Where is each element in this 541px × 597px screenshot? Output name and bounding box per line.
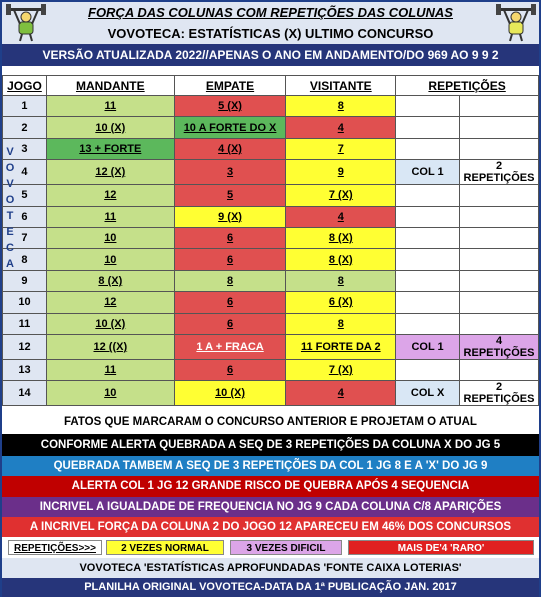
repeticao-count-cell [460, 270, 539, 291]
mandante-cell: 13 + FORTE [46, 138, 174, 159]
version-banner: VERSÃO ATUALIZADA 2022//APENAS O ANO EM ANDAMENTO/DO 969 AO 9 9 2 [2, 44, 539, 66]
table-row [3, 334, 539, 359]
repeticao-count-cell [460, 117, 539, 138]
repeticao-count-cell [460, 359, 539, 380]
repeticao-col-cell [396, 313, 460, 334]
stats-table [2, 75, 539, 406]
table-row [3, 160, 539, 185]
table-row [3, 117, 539, 138]
repeticao-count-cell: 4 REPETIÇÕES [460, 334, 539, 359]
visitante-cell: 8 [286, 270, 396, 291]
table-row [3, 381, 539, 406]
jogo-cell: 11 [3, 313, 47, 334]
repeticao-col-cell [396, 206, 460, 227]
jogo-cell: 5 [3, 185, 47, 206]
visitante-cell: 7 [286, 138, 396, 159]
table-row [3, 313, 539, 334]
note-alert-4: INCRIVEL A IGUALDADE DE FREQUENCIA NO JG 9 CADA COLUNA C/8 APARIÇÕES [2, 497, 539, 517]
table-row [3, 292, 539, 313]
repeticao-col-cell: COL X [396, 381, 460, 406]
visitante-cell: 4 [286, 117, 396, 138]
jogo-cell: 8 [3, 249, 47, 270]
weightlifter-icon [496, 4, 536, 42]
col-header-mandante: MANDANTE [46, 76, 174, 96]
note-alert-2: QUEBRADA TAMBEM A SEQ DE 3 REPETIÇÕES DA COL 1 JG 8 E A 'X' DO JG 9 [2, 456, 539, 476]
empate-cell: 8 [174, 270, 286, 291]
repeticao-col-cell: COL 1 [396, 160, 460, 185]
page-title: FORÇA DAS COLUNAS COM REPETIÇÕES DAS COLUNAS [2, 2, 539, 24]
side-label-letter: O [5, 162, 15, 174]
repeticao-col-cell [396, 270, 460, 291]
repeticao-col-cell [396, 227, 460, 248]
jogo-cell: 14 [3, 381, 47, 406]
repetition-legend [2, 537, 539, 557]
side-label-vovoteca [5, 144, 15, 272]
table-row [3, 138, 539, 159]
mandante-cell: 10 [46, 227, 174, 248]
table-row [3, 270, 539, 291]
repeticao-col-cell: COL 1 [396, 334, 460, 359]
mandante-cell: 12 [46, 185, 174, 206]
empate-cell: 6 [174, 313, 286, 334]
empate-cell: 10 (X) [174, 381, 286, 406]
legend-more-than-four: MAIS DE'4 'RARO' [348, 540, 534, 555]
visitante-cell: 9 [286, 160, 396, 185]
jogo-cell: 1 [3, 96, 47, 117]
mandante-cell: 8 (X) [46, 270, 174, 291]
footer-source: VOVOTECA 'ESTATÍSTICAS APROFUNDADAS 'FONTE CAIXA LOTERIAS' [2, 558, 539, 578]
jogo-cell: 10 [3, 292, 47, 313]
empate-cell: 3 [174, 160, 286, 185]
col-header-jogo: JOGO [3, 76, 47, 96]
table-row [3, 359, 539, 380]
jogo-cell: 3 [3, 138, 47, 159]
empate-cell: 9 (X) [174, 206, 286, 227]
visitante-cell: 8 [286, 313, 396, 334]
jogo-cell: 9 [3, 270, 47, 291]
repeticao-count-cell [460, 227, 539, 248]
table-row [3, 249, 539, 270]
legend-label: REPETIÇÕES>>> [8, 540, 102, 555]
side-label-letter: E [6, 226, 14, 238]
empate-cell: 4 (X) [174, 138, 286, 159]
visitante-cell: 4 [286, 206, 396, 227]
empate-cell: 6 [174, 292, 286, 313]
repeticao-count-cell [460, 206, 539, 227]
empate-cell: 6 [174, 227, 286, 248]
table-row [3, 185, 539, 206]
col-header-visitante: VISITANTE [286, 76, 396, 96]
repeticao-col-cell [396, 292, 460, 313]
side-label-letter: O [5, 194, 15, 206]
repeticao-col-cell [396, 138, 460, 159]
footer-publication: PLANILHA ORIGINAL VOVOTECA-DATA DA 1ª PUBLICAÇÃO JAN. 2017 [2, 578, 539, 597]
repeticao-col-cell [396, 96, 460, 117]
mandante-cell: 10 (X) [46, 117, 174, 138]
empate-cell: 10 A FORTE DO X [174, 117, 286, 138]
empate-cell: 6 [174, 249, 286, 270]
repeticao-count-cell: 2 REPETIÇÕES [460, 160, 539, 185]
table-header-row [3, 76, 539, 96]
empate-cell: 5 (X) [174, 96, 286, 117]
side-label-letter: A [6, 258, 14, 270]
repeticao-col-cell [396, 359, 460, 380]
visitante-cell: 6 (X) [286, 292, 396, 313]
weightlifter-icon [6, 4, 46, 42]
repeticao-count-cell [460, 185, 539, 206]
visitante-cell: 11 FORTE DA 2 [286, 334, 396, 359]
mandante-cell: 11 [46, 206, 174, 227]
note-facts-title: FATOS QUE MARCARAM O CONCURSO ANTERIOR E PROJETAM O ATUAL [2, 410, 539, 434]
visitante-cell: 7 (X) [286, 185, 396, 206]
mandante-cell: 12 [46, 292, 174, 313]
mandante-cell: 11 [46, 359, 174, 380]
jogo-cell: 2 [3, 117, 47, 138]
empate-cell: 1 A + FRACA [174, 334, 286, 359]
col-header-empate: EMPATE [174, 76, 286, 96]
mandante-cell: 12 (X) [46, 160, 174, 185]
table-row [3, 96, 539, 117]
mandante-cell: 10 [46, 249, 174, 270]
jogo-cell: 13 [3, 359, 47, 380]
visitante-cell: 8 (X) [286, 227, 396, 248]
visitante-cell: 8 [286, 96, 396, 117]
empate-cell: 6 [174, 359, 286, 380]
table-row [3, 227, 539, 248]
repeticao-count-cell [460, 138, 539, 159]
repeticao-col-cell [396, 185, 460, 206]
repeticao-col-cell [396, 117, 460, 138]
repeticao-col-cell [396, 249, 460, 270]
repeticao-count-cell [460, 249, 539, 270]
legend-three-times: 3 VEZES DIFICIL [230, 540, 342, 555]
repeticao-count-cell: 2 REPETIÇÕES [460, 381, 539, 406]
table-row [3, 206, 539, 227]
side-label-letter: V [6, 178, 14, 190]
side-label-letter: C [6, 242, 14, 254]
repeticao-count-cell [460, 292, 539, 313]
jogo-cell: 4 [3, 160, 47, 185]
side-label-letter: T [6, 210, 14, 222]
mandante-cell: 10 (X) [46, 313, 174, 334]
jogo-cell: 12 [3, 334, 47, 359]
note-alert-3: ALERTA COL 1 JG 12 GRANDE RISCO DE QUEBRA APÓS 4 SEQUENCIA [2, 476, 539, 497]
col-header-repeticoes: REPETIÇÕES [396, 76, 539, 96]
visitante-cell: 4 [286, 381, 396, 406]
legend-two-times: 2 VEZES NORMAL [106, 540, 224, 555]
jogo-cell: 7 [3, 227, 47, 248]
side-label-letter: V [6, 146, 14, 158]
jogo-cell: 6 [3, 206, 47, 227]
empate-cell: 5 [174, 185, 286, 206]
mandante-cell: 10 [46, 381, 174, 406]
repeticao-count-cell [460, 96, 539, 117]
mandante-cell: 11 [46, 96, 174, 117]
visitante-cell: 8 (X) [286, 249, 396, 270]
repeticao-count-cell [460, 313, 539, 334]
visitante-cell: 7 (X) [286, 359, 396, 380]
mandante-cell: 12 ((X) [46, 334, 174, 359]
note-alert-1: CONFORME ALERTA QUEBRADA A SEQ DE 3 REPETIÇÕES DA COLUNA X DO JG 5 [2, 434, 539, 456]
page-subtitle: VOVOTECA: ESTATÍSTICAS (X) ULTIMO CONCURSO [2, 24, 539, 44]
note-alert-5: A INCRIVEL FORÇA DA COLUNA 2 DO JOGO 12 APARECEU EM 46% DOS CONCURSOS [2, 517, 539, 537]
